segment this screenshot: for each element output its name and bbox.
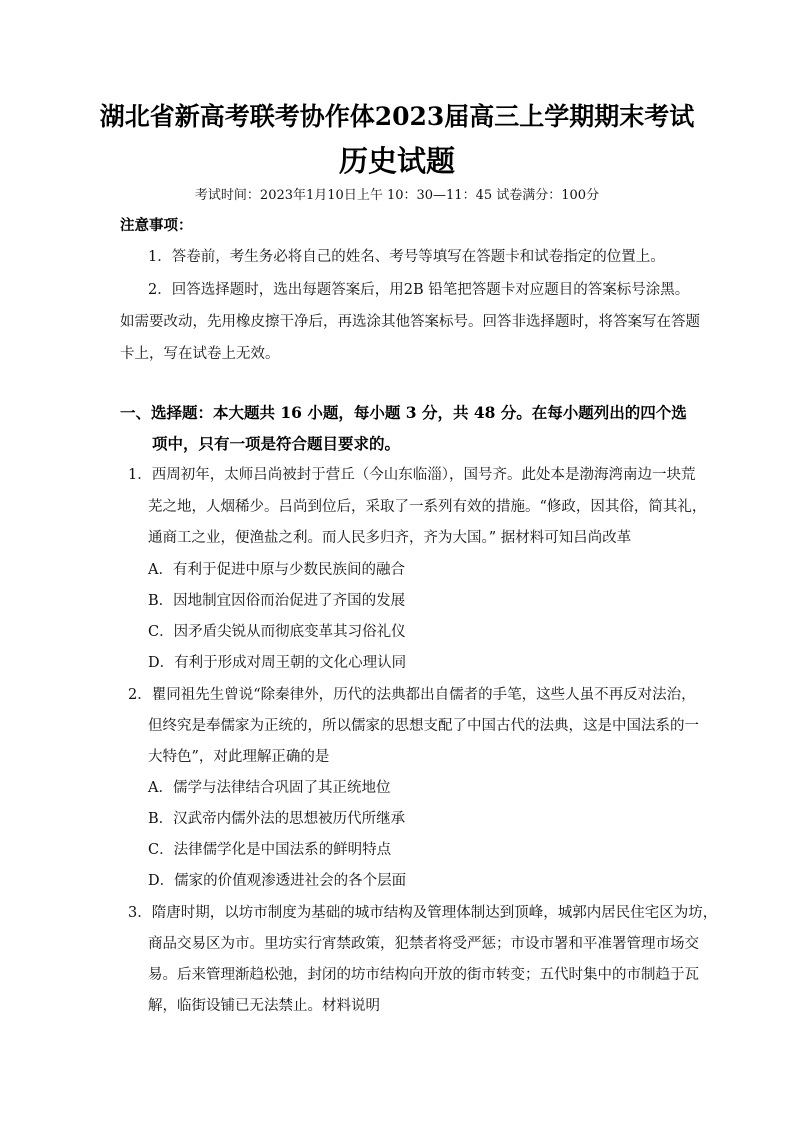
question-1-option-b: B．因地制宜因俗而治促进了齐国的发展 xyxy=(148,593,406,609)
question-2-option-b: B．汉武帝内儒外法的思想被历代所继承 xyxy=(148,811,406,827)
notice-item-2-line-1: 2．回答选择题时，选出每题答案后，用2B 铅笔把答题卡对应题目的答案标号涂黑。 xyxy=(148,282,690,298)
question-2-line-1: 2．瞿同祖先生曾说“除秦律外，历代的法典都出自儒者的手笔，这些人虽不再反对法治， xyxy=(128,687,696,703)
exam-title: 湖北省新高考联考协作体2023届高三上学期期末考试 xyxy=(99,102,695,131)
question-3-line-2: 商品交易区为市。里坊实行宵禁政策，犯禁者将受严惩；市设市署和平准署管理市场交 xyxy=(148,936,699,952)
question-1-line-2: 芜之地，人烟稀少。吕尚到位后，采取了一系列有效的措施。“修政，因其俗，简其礼， xyxy=(148,499,707,515)
question-1-option-d: D．有利于形成对周王朝的文化心理认同 xyxy=(148,655,407,671)
question-1-line-3: 通商工之业，便渔盐之利。而人民多归齐，齐为大国。” 据材料可知吕尚改革 xyxy=(148,530,632,546)
question-2-line-3: 大特色”，对此理解正确的是 xyxy=(148,749,330,765)
question-2-option-c: C．法律儒学化是中国法系的鲜明特点 xyxy=(148,842,392,858)
notice-item-1: 1．答卷前，考生务必将自己的姓名、考号等填写在答题卡和试卷指定的位置上。 xyxy=(148,249,665,265)
question-1-option-a: A．有利于促进中原与少数民族间的融合 xyxy=(148,562,405,578)
notice-item-2-line-3: 卡上，写在试卷上无效。 xyxy=(120,346,280,362)
question-2-option-d: D．儒家的价值观渗透进社会的各个层面 xyxy=(148,873,407,889)
question-2-option-a: A．儒学与法律结合巩固了其正统地位 xyxy=(148,780,391,796)
question-3-line-3: 易。后来管理渐趋松弛，封闭的坊市结构向开放的街市转变；五代时集中的市制趋于瓦 xyxy=(148,967,699,983)
question-1-option-c: C．因矛盾尖锐从而彻底变革其习俗礼仪 xyxy=(148,624,406,640)
subject-title: 历史试题 xyxy=(338,144,455,178)
section-heading-line-1: 一、选择题：本大题共 16 小题，每小题 3 分，共 48 分。在每小题列出的四个选 xyxy=(120,403,687,422)
section-heading-line-2: 项中，只有一项是符合题目要求的。 xyxy=(152,434,401,453)
notice-heading: 注意事项： xyxy=(120,217,193,234)
question-1-line-1: 1．西周初年，太师吕尚被封于营丘（今山东临淄），国号齐。此处本是渤海湾南边一块荒 xyxy=(128,467,696,483)
exam-info: 考试时间：2023年1月10日上午 10：30—11：45 试卷满分：100分 xyxy=(194,188,600,203)
notice-item-2-line-2: 如需要改动，先用橡皮擦干净后，再选涂其他答案标号。回答非选择题时，将答案写在答题 xyxy=(120,314,700,330)
question-3-line-1: 3．隋唐时期，以坊市制度为基础的城市结构及管理体制达到顶峰，城郭内居民住宅区为坊， xyxy=(128,905,718,921)
question-2-line-2: 但终究是奉儒家为正统的，所以儒家的思想支配了中国古代的法典，这是中国法系的一 xyxy=(148,718,699,734)
question-3-line-4: 解，临街设铺已无法禁止。材料说明 xyxy=(148,998,380,1014)
